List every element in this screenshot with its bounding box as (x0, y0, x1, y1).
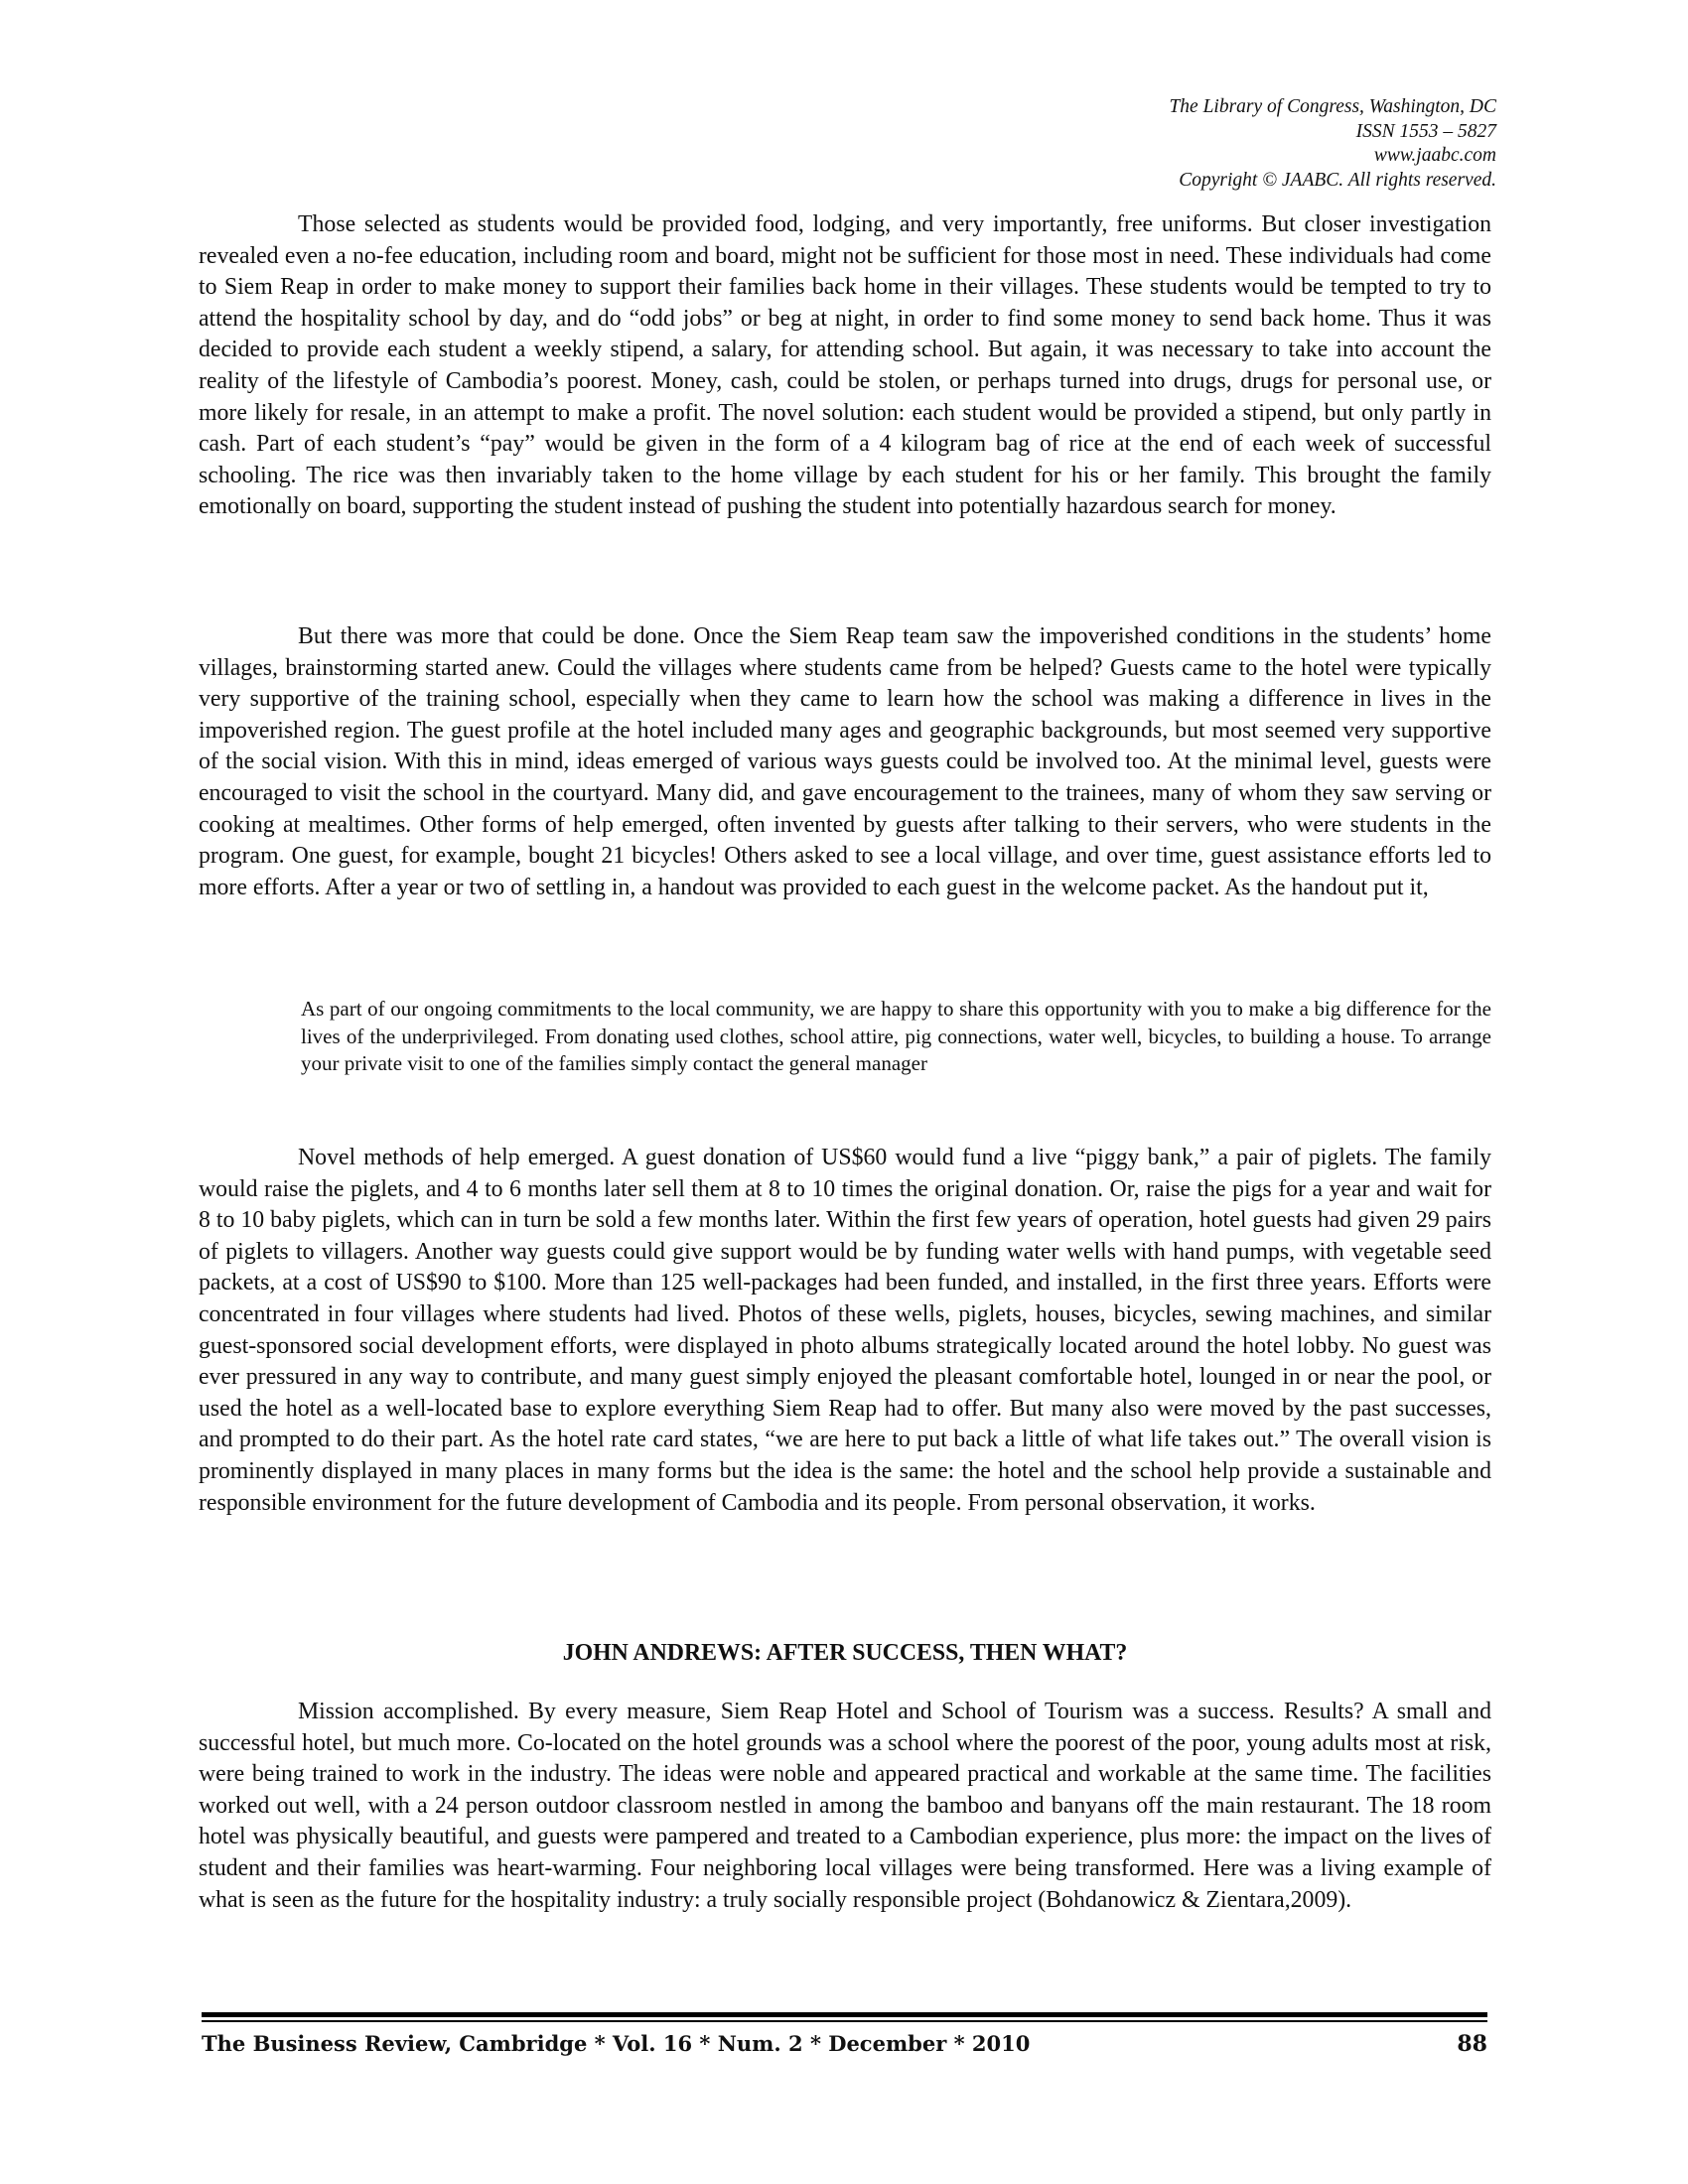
footer-journal-citation: The Business Review, Cambridge * Vol. 16 * Num. 2 * December * 2010 (202, 2031, 1031, 2056)
body-section-2 (199, 621, 1491, 903)
header-copyright-line: Copyright © JAABC. All rights reserved. (1179, 169, 1496, 191)
header-issn-line: ISSN 1553 – 5827 (1355, 120, 1496, 142)
footer-rule-thick (202, 2012, 1487, 2017)
handout-quote: As part of our ongoing commitments to the local community, we are happy to share this opportunity with you to make a big difference for the lives of the underprivileged. From donating used clothes, school attire, pig connections, water well, bicycles, to building a house. To arrange your private visit to one of the families simply contact the general manager (301, 997, 1491, 1075)
body-section-4 (199, 1697, 1491, 1916)
paragraph-mission-accomplished: Mission accomplished. By every measure, Siem Reap Hotel and School of Tourism was a success. Results? A small and successful hotel, but much more. Co-located on the hotel grounds was a school where the poorest of the poor, young adults most at risk, were being trained to work in the industry. The ideas were noble and appeared practical and workable at the same time. The facilities worked out well, with a 24 person outdoor classroom nestled in among the bamboo and banyans off the main restaurant. The 18 room hotel was physically beautiful, and guests were pampered and treated to a Cambodian experience, plus more: the impact on the lives of student and their families was heart-warming. Four neighboring local villages were being transformed. Here was a living example of what is seen as the future for the hospitality industry: a truly socially responsible project (Bohdanowicz & Zientara,2009). (199, 1699, 1491, 1913)
section-heading: JOHN ANDREWS: AFTER SUCCESS, THEN WHAT? (562, 1640, 1128, 1666)
page-number: 88 (1457, 2031, 1487, 2057)
body-section-3 (199, 1143, 1491, 1519)
paragraph-stipend: Those selected as students would be provided food, lodging, and very importantly, free uniforms. But closer investigation revealed even a no-fee education, including room and board, might not be sufficient for those most in need. These individuals had come to Siem Reap in order to make money to support their families back home in their villages. These students would be tempted to try to attend the hospitality school by day, and do “odd jobs” or beg at night, in order to find some money to send back home. Thus it was decided to provide each student a weekly stipend, a salary, for attending school. But again, it was necessary to take into account the reality of the lifestyle of Cambodia’s poorest. Money, cash, could be stolen, or perhaps turned into drugs, drugs for personal use, or more likely for resale, in an attempt to make a profit. The novel solution: each student would be provided a stipend, but only partly in cash. Part of each student’s “pay” would be given in the form of a 4 kilogram bag of rice at the end of each week of successful schooling. The rice was then invariably taken to the home village by each student for his or her family. This brought the family emotionally on board, supporting the student instead of pushing the student into potentially hazardous search for money. (199, 211, 1491, 520)
header-website-line: www.jaabc.com (1373, 145, 1496, 166)
header-library-line: The Library of Congress, Washington, DC (1169, 96, 1496, 117)
body-section-1 (199, 209, 1491, 523)
paragraph-guest-involvement: But there was more that could be done. Once the Siem Reap team saw the impoverished conditions in the students’ home villages, brainstorming started anew. Could the villages where students came from be helped? Guests came to the hotel were typically very supportive of the training school, especially when they came to learn how the school was making a difference in lives in the impoverished region. The guest profile at the hotel included many ages and geographic backgrounds, but most seemed very supportive of the social vision. With this in mind, ideas emerged of various ways guests could be involved too. At the minimal level, guests were encouraged to visit the school in the courtyard. Many did, and gave encouragement to the trainees, many of whom they saw serving or cooking at mealtimes. Other forms of help emerged, often invented by guests after talking to their servers, who were students in the program. One guest, for example, bought 21 bicycles! Others asked to see a local village, and over time, guest assistance efforts led to more efforts. After a year or two of settling in, a handout was provided to each guest in the welcome packet. As the handout put it, (199, 623, 1491, 900)
footer-rule-thin (202, 2020, 1487, 2022)
journal-header (1169, 95, 1496, 193)
paragraph-piggy-bank: Novel methods of help emerged. A guest donation of US$60 would fund a live “piggy bank,” a pair of piglets. The family would raise the piglets, and 4 to 6 months later sell them at 8 to 10 times the original donation. Or, raise the pigs for a year and wait for 8 to 10 baby piglets, which can in turn be sold a few months later. Within the first few years of operation, hotel guests had given 29 pairs of piglets to villagers. Another way guests could give support would be by funding water wells with hand pumps, with vegetable seed packets, at a cost of US$90 to $100. More than 125 well-packages had been funded, and installed, in the first three years. Efforts were concentrated in four villages where students had lived. Photos of these wells, piglets, houses, bicycles, sewing machines, and similar guest-sponsored social development efforts, were displayed in photo albums strategically located around the hotel lobby. No guest was ever pressured in any way to contribute, and many guest simply enjoyed the pleasant comfortable hotel, lounged in or near the pool, or used the hotel as a well-located base to explore everything Siem Reap had to offer. But many also were moved by the past successes, and prompted to do their part. As the hotel rate card states, “we are here to put back a little of what life takes out.” The overall vision is prominently displayed in many places in many forms but the idea is the same: the hotel and the school help provide a sustainable and responsible environment for the future development of Cambodia and its people. From personal observation, it works. (199, 1145, 1491, 1516)
